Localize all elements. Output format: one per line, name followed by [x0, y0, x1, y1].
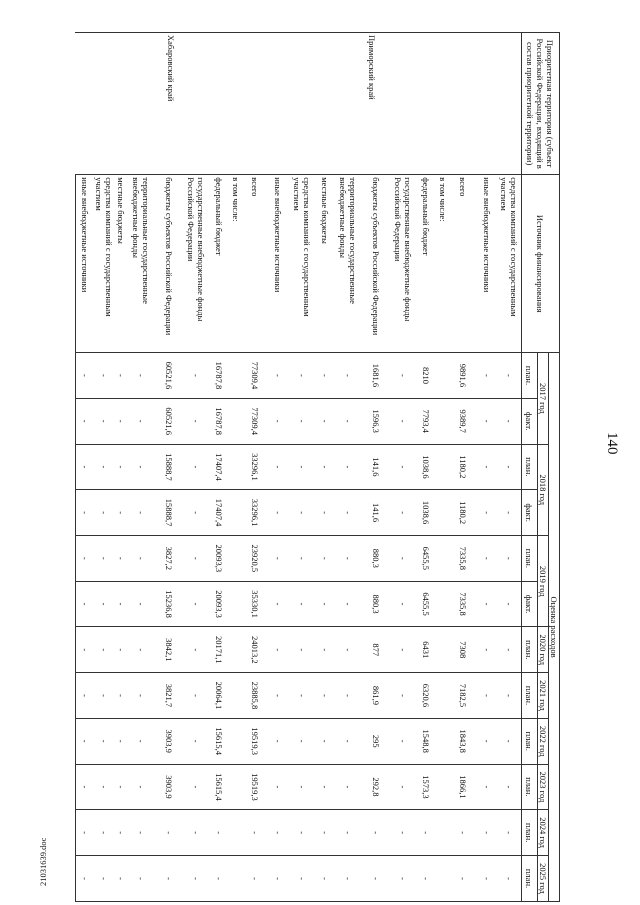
value-cell [230, 673, 243, 719]
value-cell: - [128, 353, 156, 399]
funding-source: федеральный бюджет [210, 175, 230, 353]
value-cell: - [316, 856, 335, 902]
value-cell: - [497, 444, 522, 490]
value-cell: - [478, 444, 497, 490]
value-cell: - [497, 535, 522, 581]
value-cell: - [335, 673, 363, 719]
value-cell: - [335, 627, 363, 673]
value-cell: - [76, 673, 95, 719]
plan-fact-header: факт. [522, 581, 538, 627]
value-cell: - [128, 535, 156, 581]
value-cell: 7308 [450, 627, 478, 673]
value-cell: - [183, 581, 210, 627]
value-cell: - [128, 810, 156, 856]
value-cell: - [497, 398, 522, 444]
value-cell: - [335, 810, 363, 856]
territory-column-header: Приоритетная территория (субъект Российской Федерации, входящий в состав приоритетной территории) [522, 33, 560, 175]
value-cell: - [316, 535, 335, 581]
value-cell: - [183, 673, 210, 719]
value-cell: 1681,6 [363, 353, 390, 399]
value-cell: - [478, 673, 497, 719]
value-cell: 9891,6 [450, 353, 478, 399]
value-cell: 861,9 [363, 673, 390, 719]
year-header: 2023 год [538, 764, 549, 810]
value-cell: 20093,3 [210, 581, 230, 627]
value-cell: - [268, 856, 290, 902]
value-cell: 7335,8 [450, 535, 478, 581]
value-cell [437, 764, 450, 810]
value-cell: 1180,2 [450, 444, 478, 490]
value-cell: 1843,8 [450, 718, 478, 764]
value-cell: 17407,4 [210, 444, 230, 490]
value-cell [230, 718, 243, 764]
value-cell: - [76, 856, 95, 902]
value-cell: - [316, 581, 335, 627]
value-cell: - [363, 856, 390, 902]
value-cell [230, 353, 243, 399]
value-cell: 1180,2 [450, 490, 478, 536]
value-cell: 19519,3 [243, 718, 268, 764]
value-cell: - [115, 856, 128, 902]
value-cell: - [76, 398, 95, 444]
funding-source: федеральный бюджет [417, 175, 437, 353]
funding-source: иные внебюджетные источники [478, 175, 497, 353]
page-number: 140 [604, 432, 620, 455]
value-cell: - [363, 810, 390, 856]
value-cell: 3842,1 [156, 627, 183, 673]
value-cell: - [390, 856, 417, 902]
funding-source: местные бюджеты [115, 175, 128, 353]
value-cell: - [478, 718, 497, 764]
value-cell: - [268, 353, 290, 399]
value-cell: - [183, 398, 210, 444]
value-cell: - [95, 627, 115, 673]
territory-name: Приморский край [268, 33, 478, 175]
value-cell: - [316, 764, 335, 810]
value-cell: - [128, 398, 156, 444]
value-cell: 23920,5 [243, 535, 268, 581]
value-cell: - [290, 718, 316, 764]
value-cell: - [128, 490, 156, 536]
value-cell: - [290, 627, 316, 673]
plan-fact-header: факт. [522, 490, 538, 536]
value-cell: - [128, 856, 156, 902]
value-cell: 77309,4 [243, 398, 268, 444]
value-cell: - [290, 398, 316, 444]
value-cell: 16787,8 [210, 353, 230, 399]
funding-source: средства компаний с государственным участием [497, 175, 522, 353]
value-cell: - [95, 535, 115, 581]
value-cell: 60521,6 [156, 398, 183, 444]
source-column-header: Источник финансирования [522, 175, 560, 353]
value-cell: - [390, 535, 417, 581]
value-cell: - [390, 764, 417, 810]
value-cell: - [290, 856, 316, 902]
value-cell: 77309,4 [243, 353, 268, 399]
value-cell [437, 444, 450, 490]
value-cell: - [115, 398, 128, 444]
value-cell: - [76, 444, 95, 490]
value-cell: - [316, 353, 335, 399]
value-cell: - [76, 718, 95, 764]
value-cell [230, 810, 243, 856]
value-cell: 15888,7 [156, 490, 183, 536]
value-cell: - [268, 718, 290, 764]
value-cell: 16787,8 [210, 398, 230, 444]
value-cell: - [335, 490, 363, 536]
funding-source: бюджеты субъектов Российской Федерации [363, 175, 390, 353]
value-cell [437, 581, 450, 627]
value-cell: - [390, 581, 417, 627]
value-cell: - [478, 490, 497, 536]
value-cell: - [95, 718, 115, 764]
funding-source: территориальные государственные внебюджетные фонды [335, 175, 363, 353]
table-header [522, 33, 560, 902]
value-cell [230, 535, 243, 581]
value-cell: - [76, 535, 95, 581]
value-cell [437, 398, 450, 444]
value-cell: - [478, 581, 497, 627]
value-cell: 8210 [417, 353, 437, 399]
value-cell: - [316, 627, 335, 673]
value-cell: - [76, 810, 95, 856]
value-cell: 1596,3 [363, 398, 390, 444]
funding-source: местные бюджеты [316, 175, 335, 353]
value-cell [437, 490, 450, 536]
value-cell: - [335, 398, 363, 444]
value-cell: - [210, 810, 230, 856]
value-cell: - [128, 718, 156, 764]
financing-table [75, 32, 560, 902]
value-cell: - [95, 764, 115, 810]
plan-fact-header: план. [522, 764, 538, 810]
value-cell: 1548,8 [417, 718, 437, 764]
value-cell: - [497, 627, 522, 673]
document-code: 21031639.doc [38, 837, 48, 886]
value-cell: - [390, 627, 417, 673]
value-cell: - [290, 535, 316, 581]
value-cell: - [316, 398, 335, 444]
year-header: 2020 год [538, 627, 549, 673]
value-cell: - [450, 810, 478, 856]
value-cell: - [335, 353, 363, 399]
value-cell [230, 627, 243, 673]
value-cell: - [290, 581, 316, 627]
funding-source: в том числе: [230, 175, 243, 353]
value-cell: 3903,9 [156, 718, 183, 764]
value-cell: - [290, 490, 316, 536]
value-cell: - [95, 490, 115, 536]
value-cell: - [478, 810, 497, 856]
value-cell [437, 535, 450, 581]
value-cell: - [316, 444, 335, 490]
value-cell: - [268, 627, 290, 673]
plan-fact-header: план. [522, 444, 538, 490]
value-cell: - [183, 444, 210, 490]
value-cell [437, 353, 450, 399]
funding-source: всего [243, 175, 268, 353]
value-cell: 3827,2 [156, 535, 183, 581]
value-cell: - [115, 490, 128, 536]
plan-fact-header: план. [522, 353, 538, 399]
value-cell [230, 490, 243, 536]
value-cell: - [156, 856, 183, 902]
plan-fact-header: план. [522, 673, 538, 719]
value-cell: - [95, 353, 115, 399]
funding-source: всего [450, 175, 478, 353]
value-cell: - [335, 535, 363, 581]
value-cell: - [290, 673, 316, 719]
value-cell: - [183, 490, 210, 536]
value-cell: - [115, 673, 128, 719]
value-cell: - [115, 535, 128, 581]
funding-source: иные внебюджетные источники [268, 175, 290, 353]
value-cell: 15615,4 [210, 764, 230, 810]
value-cell: - [183, 856, 210, 902]
value-cell: 15888,7 [156, 444, 183, 490]
value-cell: - [183, 718, 210, 764]
value-cell: - [335, 856, 363, 902]
value-cell [437, 718, 450, 764]
value-cell: - [390, 353, 417, 399]
value-cell: - [390, 718, 417, 764]
value-cell: - [268, 581, 290, 627]
year-header: 2018 год [538, 444, 549, 535]
value-cell [437, 856, 450, 902]
value-cell: 20093,3 [210, 535, 230, 581]
rotated-table-container [60, 32, 560, 902]
value-cell: - [417, 810, 437, 856]
value-cell: 1573,3 [417, 764, 437, 810]
plan-fact-header: план. [522, 718, 538, 764]
table-row [243, 33, 268, 902]
value-cell: - [128, 444, 156, 490]
value-cell: - [390, 444, 417, 490]
value-cell: - [335, 444, 363, 490]
value-cell: - [156, 810, 183, 856]
value-cell: - [76, 764, 95, 810]
value-cell: - [316, 718, 335, 764]
value-cell: - [497, 764, 522, 810]
value-cell: 877 [363, 627, 390, 673]
funding-source: средства компаний с государственным участием [95, 175, 115, 353]
value-cell: - [497, 718, 522, 764]
value-cell: 292,8 [363, 764, 390, 810]
value-cell: - [243, 810, 268, 856]
value-cell: - [290, 444, 316, 490]
value-cell: - [183, 535, 210, 581]
value-cell: - [95, 444, 115, 490]
value-cell: - [210, 856, 230, 902]
value-cell: 33296,1 [243, 444, 268, 490]
value-cell: - [390, 810, 417, 856]
value-cell [230, 444, 243, 490]
funding-source: средства компаний с государственным участием [290, 175, 316, 353]
value-cell: - [268, 398, 290, 444]
year-header: 2024 год [538, 810, 549, 856]
value-cell [437, 810, 450, 856]
value-cell: - [316, 810, 335, 856]
value-cell: - [115, 444, 128, 490]
value-cell: 880,3 [363, 535, 390, 581]
value-cell [437, 673, 450, 719]
value-cell: - [268, 810, 290, 856]
value-cell: - [268, 673, 290, 719]
value-cell: - [478, 764, 497, 810]
value-cell: 35330,1 [243, 581, 268, 627]
funding-source: бюджеты субъектов Российской Федерации [156, 175, 183, 353]
value-cell: 295 [363, 718, 390, 764]
value-cell: - [335, 718, 363, 764]
value-cell: - [268, 764, 290, 810]
value-cell: - [268, 535, 290, 581]
value-cell: - [76, 490, 95, 536]
value-cell [230, 856, 243, 902]
value-cell: - [316, 490, 335, 536]
value-cell: - [95, 581, 115, 627]
value-cell: 1038,6 [417, 490, 437, 536]
table-row [450, 33, 478, 902]
funding-source: территориальные государственные внебюджетные фонды [128, 175, 156, 353]
value-cell: - [290, 764, 316, 810]
value-cell: - [497, 581, 522, 627]
value-cell: - [95, 810, 115, 856]
value-cell: 15615,4 [210, 718, 230, 764]
value-cell: - [115, 627, 128, 673]
value-cell: - [497, 856, 522, 902]
value-cell: - [390, 490, 417, 536]
value-cell: 20171,1 [210, 627, 230, 673]
value-cell: 33296,1 [243, 490, 268, 536]
value-cell: - [497, 810, 522, 856]
value-cell: - [290, 810, 316, 856]
value-cell: - [478, 398, 497, 444]
value-cell: 7335,8 [450, 581, 478, 627]
value-cell: 6431 [417, 627, 437, 673]
value-cell: 9389,7 [450, 398, 478, 444]
value-cell [230, 398, 243, 444]
value-cell: - [115, 764, 128, 810]
value-cell: 20064,1 [210, 673, 230, 719]
value-cell: - [290, 353, 316, 399]
value-cell: - [497, 490, 522, 536]
value-cell: - [128, 627, 156, 673]
value-cell: 7182,5 [450, 673, 478, 719]
funding-source: в том числе: [437, 175, 450, 353]
value-cell: 15236,8 [156, 581, 183, 627]
value-cell: - [335, 764, 363, 810]
value-cell: - [268, 490, 290, 536]
value-cell: - [478, 627, 497, 673]
value-cell: - [183, 627, 210, 673]
value-cell: 3821,7 [156, 673, 183, 719]
year-header: 2019 год [538, 535, 549, 626]
value-cell: - [183, 810, 210, 856]
value-cell: - [390, 398, 417, 444]
value-cell: 24013,2 [243, 627, 268, 673]
year-header: 2022 год [538, 718, 549, 764]
value-cell: - [115, 353, 128, 399]
value-cell: - [335, 581, 363, 627]
value-cell: 60521,6 [156, 353, 183, 399]
value-cell: - [76, 353, 95, 399]
plan-fact-header: факт. [522, 398, 538, 444]
territory-cell-continued [478, 33, 522, 175]
value-cell: 141,6 [363, 490, 390, 536]
table-body [76, 33, 522, 902]
value-cell: - [478, 856, 497, 902]
value-cell: 1866,1 [450, 764, 478, 810]
value-cell: 19519,3 [243, 764, 268, 810]
value-cell: 6455,5 [417, 581, 437, 627]
value-cell: - [316, 673, 335, 719]
value-cell: - [497, 353, 522, 399]
value-cell: - [76, 581, 95, 627]
plan-fact-header: план. [522, 810, 538, 856]
value-cell: - [183, 764, 210, 810]
expense-estimate-header: Оценка расходов [549, 353, 560, 902]
value-cell: - [115, 718, 128, 764]
value-cell: - [95, 673, 115, 719]
plan-fact-header: план. [522, 856, 538, 902]
value-cell: - [95, 856, 115, 902]
value-cell: 141,6 [363, 444, 390, 490]
value-cell: - [95, 398, 115, 444]
year-header: 2021 год [538, 673, 549, 719]
plan-fact-header: план. [522, 535, 538, 581]
value-cell: - [497, 673, 522, 719]
value-cell: - [478, 353, 497, 399]
value-cell: 1038,6 [417, 444, 437, 490]
value-cell: 3903,9 [156, 764, 183, 810]
value-cell: - [183, 353, 210, 399]
value-cell: - [243, 856, 268, 902]
value-cell: - [478, 535, 497, 581]
funding-source: иные внебюджетные источники [76, 175, 95, 353]
value-cell: - [128, 764, 156, 810]
value-cell: 6320,6 [417, 673, 437, 719]
funding-source: государственные внебюджетные фонды Российской Федерации [183, 175, 210, 353]
value-cell: - [115, 581, 128, 627]
value-cell: 17407,4 [210, 490, 230, 536]
value-cell: 6455,5 [417, 535, 437, 581]
value-cell: - [128, 581, 156, 627]
value-cell: - [390, 673, 417, 719]
value-cell: 23885,8 [243, 673, 268, 719]
value-cell: 7793,4 [417, 398, 437, 444]
value-cell: - [128, 673, 156, 719]
value-cell: - [76, 627, 95, 673]
value-cell: - [417, 856, 437, 902]
value-cell [230, 764, 243, 810]
value-cell: 880,3 [363, 581, 390, 627]
value-cell: - [450, 856, 478, 902]
value-cell [230, 581, 243, 627]
year-header: 2025 год [538, 856, 549, 902]
table-row [497, 33, 522, 902]
funding-source: государственные внебюджетные фонды Российской Федерации [390, 175, 417, 353]
value-cell: - [115, 810, 128, 856]
territory-name: Хабаровский край [76, 33, 268, 175]
year-header: 2017 год [538, 353, 549, 444]
value-cell [437, 627, 450, 673]
plan-fact-header: план. [522, 627, 538, 673]
value-cell: - [268, 444, 290, 490]
